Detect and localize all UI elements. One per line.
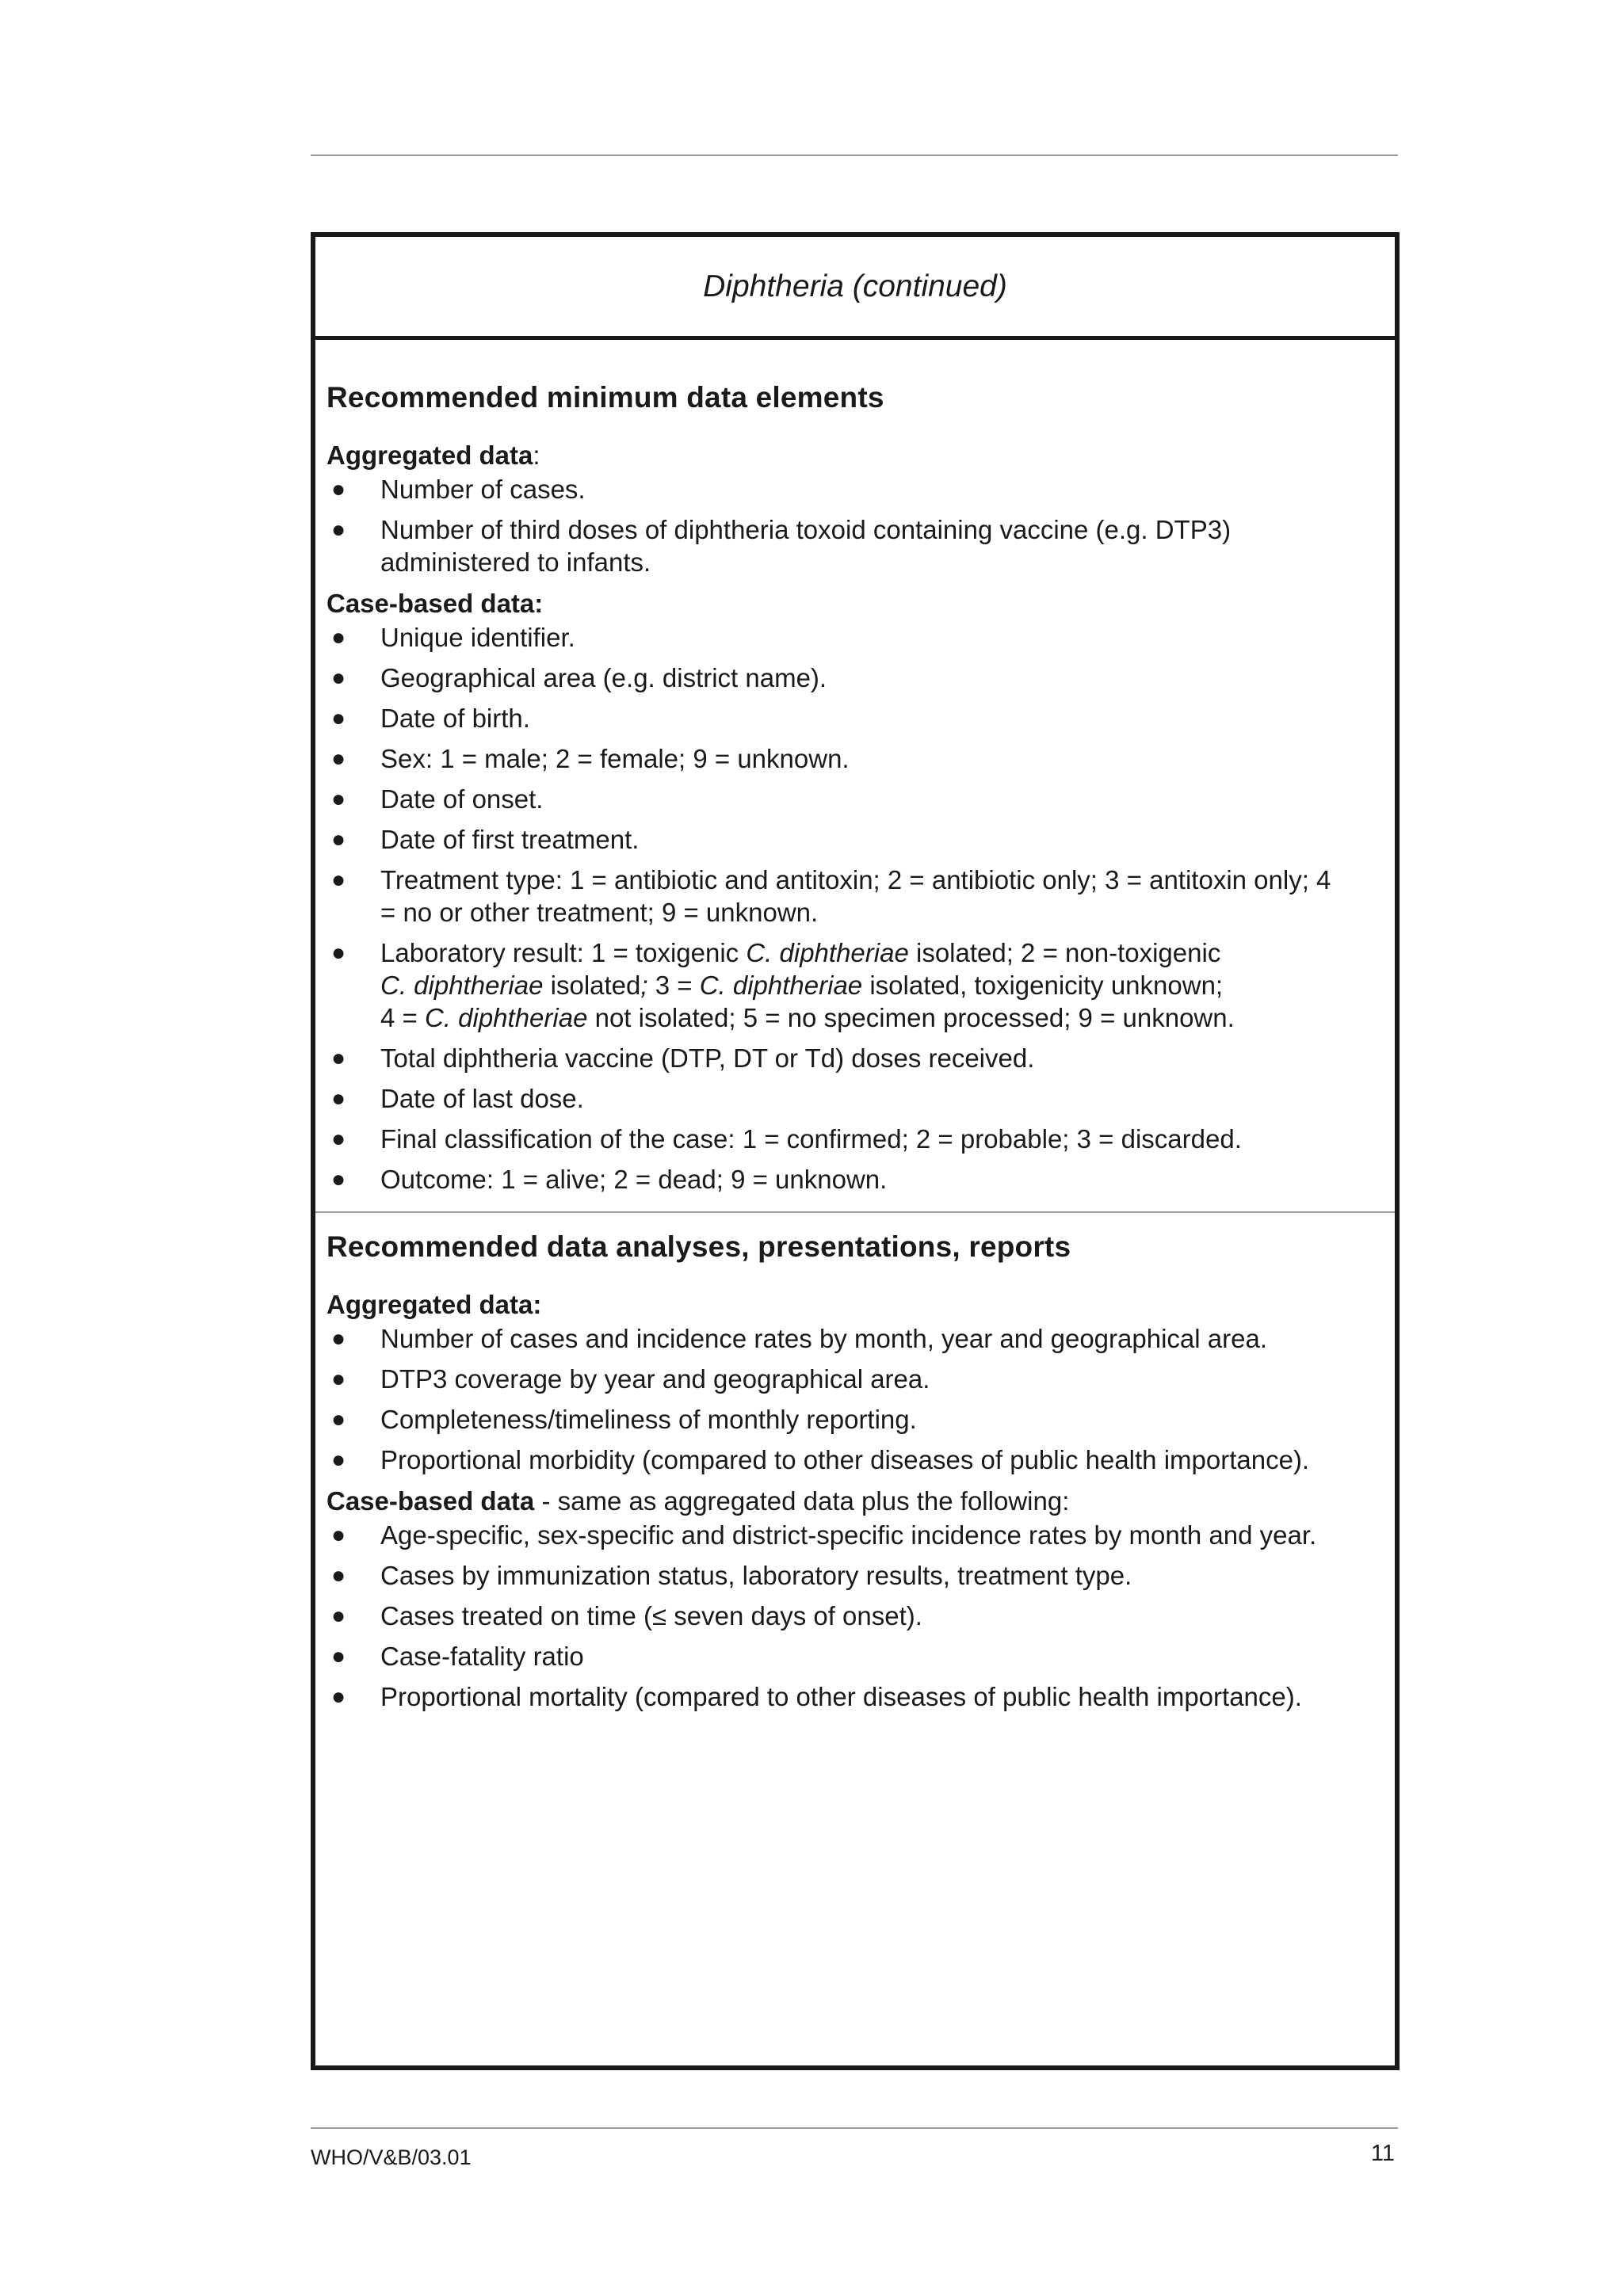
case-based-data-label-text: Case-based data: bbox=[327, 589, 544, 618]
case-based-data-label bbox=[327, 586, 1384, 621]
list-item bbox=[327, 1042, 1384, 1074]
list-item-text: Unique identifier. bbox=[380, 623, 575, 652]
list-item-text: Outcome: 1 = alive; 2 = dead; 9 = unknown. bbox=[380, 1165, 888, 1194]
list-item-text: Date of first treatment. bbox=[380, 825, 640, 854]
footer-page-number: 11 bbox=[1370, 2141, 1395, 2166]
lab-text-2: isolated; 2 = non-toxigenic bbox=[908, 938, 1221, 967]
lab-text-1: Laboratory result: 1 = toxigenic bbox=[380, 938, 747, 967]
list-item bbox=[327, 513, 1384, 578]
bullet-icon: ● bbox=[331, 1126, 346, 1152]
minimum-data-heading: Recommended minimum data elements bbox=[327, 381, 884, 414]
list-item bbox=[327, 1600, 1384, 1632]
analyses-aggregated-label-text: Aggregated data: bbox=[327, 1290, 542, 1319]
bullet-icon: ● bbox=[331, 826, 346, 852]
list-item-text: Proportional mortality (compared to other diseases of public health importance). bbox=[380, 1682, 1302, 1711]
bullet-icon: ● bbox=[331, 1366, 346, 1392]
bullet-icon: ● bbox=[331, 1406, 346, 1432]
bullet-icon: ● bbox=[331, 1325, 346, 1352]
lab-semicolon: ; bbox=[640, 971, 648, 1000]
analyses-aggregated-list bbox=[327, 1322, 1384, 1476]
list-item bbox=[327, 1322, 1384, 1355]
aggregated-data-list bbox=[327, 473, 1384, 578]
list-item-text: Number of cases and incidence rates by month, year and geographical area. bbox=[380, 1324, 1267, 1353]
list-item bbox=[327, 702, 1384, 734]
bullet-icon: ● bbox=[331, 624, 346, 650]
bullet-icon: ● bbox=[331, 746, 346, 772]
bullet-icon: ● bbox=[331, 665, 346, 691]
lab-text-7: not isolated; 5 = no specimen processed; 9 = unknown. bbox=[587, 1003, 1235, 1032]
list-item bbox=[327, 1444, 1384, 1476]
list-item-text: Sex: 1 = male; 2 = female; 9 = unknown. bbox=[380, 744, 850, 773]
list-item-text: Geographical area (e.g. district name). bbox=[380, 663, 827, 692]
lab-organism-2: C. diphtheriae bbox=[380, 971, 544, 1000]
list-item bbox=[327, 1519, 1384, 1551]
header-rule bbox=[311, 154, 1398, 156]
list-item bbox=[327, 621, 1384, 654]
bullet-icon: ● bbox=[331, 517, 346, 543]
list-item-lab-result bbox=[327, 936, 1384, 1034]
list-item-text: Total diphtheria vaccine (DTP, DT or Td) doses received. bbox=[380, 1043, 1035, 1073]
list-item bbox=[327, 823, 1384, 856]
list-item-text: Proportional morbidity (compared to other diseases of public health importance). bbox=[380, 1445, 1310, 1474]
aggregated-data-label-text: Aggregated data bbox=[327, 441, 533, 470]
list-item bbox=[327, 1559, 1384, 1592]
bullet-icon: ● bbox=[331, 867, 346, 893]
bullet-icon: ● bbox=[331, 705, 346, 731]
list-item-text: Case-fatality ratio bbox=[380, 1642, 584, 1671]
bullet-icon: ● bbox=[331, 1643, 346, 1669]
analyses-case-based-label bbox=[327, 1484, 1384, 1519]
bullet-icon: ● bbox=[331, 1684, 346, 1710]
analyses-section bbox=[315, 1213, 1395, 1713]
list-item-text: DTP3 coverage by year and geographical area. bbox=[380, 1364, 930, 1394]
list-item-text: Age-specific, sex-specific and district-specific incidence rates by month and year. bbox=[380, 1520, 1317, 1550]
list-item bbox=[327, 1403, 1384, 1436]
list-item bbox=[327, 742, 1384, 775]
bullet-icon: ● bbox=[331, 1562, 346, 1589]
bullet-icon: ● bbox=[331, 1045, 346, 1071]
list-item bbox=[327, 1680, 1384, 1713]
analyses-case-based-list bbox=[327, 1519, 1384, 1713]
list-item-text: Number of cases. bbox=[380, 475, 586, 504]
bullet-icon: ● bbox=[331, 1166, 346, 1192]
list-item bbox=[327, 1640, 1384, 1672]
list-item-text: Cases treated on time (≤ seven days of onset). bbox=[380, 1601, 922, 1630]
diphtheria-box bbox=[311, 232, 1400, 2070]
bullet-icon: ● bbox=[331, 476, 346, 502]
lab-text-5: isolated, toxigenicity unknown; bbox=[862, 971, 1224, 1000]
list-item-text: Final classification of the case: 1 = confirmed; 2 = probable; 3 = discarded. bbox=[380, 1124, 1242, 1154]
footer-doc-id: WHO/V&B/03.01 bbox=[311, 2145, 472, 2169]
lab-text-4: 3 = bbox=[647, 971, 700, 1000]
lab-organism-1: C. diphtheriae bbox=[746, 938, 909, 967]
list-item bbox=[327, 1163, 1384, 1196]
bullet-icon: ● bbox=[331, 1603, 346, 1629]
footer-rule bbox=[311, 2127, 1398, 2129]
analyses-case-based-label-text: Case-based data bbox=[327, 1486, 535, 1516]
list-item bbox=[327, 1082, 1384, 1115]
lab-organism-3: C. diphtheriae bbox=[699, 971, 863, 1000]
bullet-icon: ● bbox=[331, 1447, 346, 1473]
list-item-text: Completeness/timeliness of monthly reporting. bbox=[380, 1405, 917, 1434]
list-item-text: Number of third doses of diphtheria toxoid containing vaccine (e.g. DTP3) administered to infants. bbox=[380, 515, 1232, 577]
box-title: Diphtheria (continued) bbox=[315, 237, 1395, 340]
bullet-icon: ● bbox=[331, 786, 346, 812]
aggregated-data-label bbox=[327, 438, 1384, 473]
list-item-text: Cases by immunization status, laboratory results, treatment type. bbox=[380, 1561, 1132, 1590]
lab-text-6: 4 = bbox=[380, 1003, 425, 1032]
analyses-aggregated-label bbox=[327, 1287, 1384, 1322]
analyses-case-based-suffix: - same as aggregated data plus the following: bbox=[534, 1486, 1070, 1516]
aggregated-data-colon: : bbox=[533, 441, 540, 470]
analyses-heading: Recommended data analyses, presentations, reports bbox=[327, 1230, 1071, 1263]
lab-text-3: isolated bbox=[543, 971, 641, 1000]
list-item-text: Date of last dose. bbox=[380, 1084, 584, 1113]
lab-organism-4: C. diphtheriae bbox=[424, 1003, 588, 1032]
minimum-data-section bbox=[315, 340, 1395, 1196]
list-item bbox=[327, 662, 1384, 694]
bullet-icon: ● bbox=[331, 940, 346, 966]
list-item bbox=[327, 864, 1384, 929]
list-item bbox=[327, 473, 1384, 505]
list-item bbox=[327, 1123, 1384, 1155]
case-based-data-list bbox=[327, 621, 1384, 1196]
list-item-text: Treatment type: 1 = antibiotic and antitoxin; 2 = antibiotic only; 3 = antitoxin only; 4 = no or other treatment; 9 = unknown. bbox=[380, 865, 1331, 927]
list-item-text: Date of birth. bbox=[380, 704, 530, 733]
list-item bbox=[327, 1363, 1384, 1395]
list-item bbox=[327, 783, 1384, 815]
list-item-text: Date of onset. bbox=[380, 784, 544, 814]
bullet-icon: ● bbox=[331, 1522, 346, 1548]
bullet-icon: ● bbox=[331, 1085, 346, 1112]
